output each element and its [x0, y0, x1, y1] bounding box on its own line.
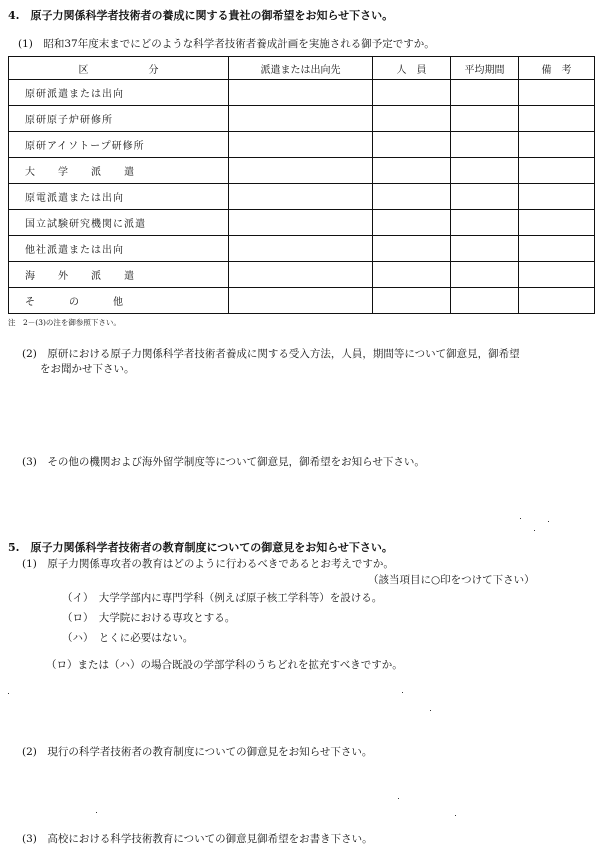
- blank-cell[interactable]: [229, 106, 373, 132]
- option-ro[interactable]: （ロ） 大学院における専攻とする。: [62, 612, 236, 624]
- blank-cell[interactable]: [519, 132, 595, 158]
- blank-cell[interactable]: [229, 288, 373, 314]
- blank-cell[interactable]: [519, 184, 595, 210]
- blank-cell[interactable]: [373, 106, 451, 132]
- option-i[interactable]: （イ） 大学学部内に専門学科（例えば原子核工学科等）を設ける。: [62, 592, 383, 604]
- section5-question1: (1) 原子力関係専攻者の教育はどのように行わるべきであるとお考えですか。: [22, 558, 394, 570]
- table-row: [9, 288, 595, 314]
- blank-cell[interactable]: [373, 158, 451, 184]
- row-label: 原研派遣または出向: [9, 80, 229, 106]
- blank-cell[interactable]: [373, 288, 451, 314]
- section5-question2: (2) 現行の科学者技術者の教育制度についての御意見をお知らせ下さい。: [22, 746, 373, 758]
- header-destination: 派遣または出向先: [229, 57, 373, 80]
- table-row: [9, 210, 595, 236]
- table-row: [9, 106, 595, 132]
- scan-speck: [430, 710, 431, 711]
- header-personnel: 人 員: [373, 57, 451, 80]
- blank-cell[interactable]: [373, 262, 451, 288]
- table-row: [9, 236, 595, 262]
- table-row: [9, 132, 595, 158]
- header-average-period: 平均期間: [451, 57, 519, 80]
- blank-cell[interactable]: [519, 158, 595, 184]
- table-header-row: [9, 57, 595, 80]
- blank-cell[interactable]: [451, 210, 519, 236]
- scan-speck: [398, 798, 399, 799]
- row-label: 原研原子炉研修所: [9, 106, 229, 132]
- section4-question2-continued: をお聞かせ下さい。: [40, 363, 135, 375]
- blank-cell[interactable]: [451, 80, 519, 106]
- row-label: 他社派遣または出向: [9, 236, 229, 262]
- row-label: 原電派遣または出向: [9, 184, 229, 210]
- section5-question1-followup: （ロ）または（ハ）の場合既設の学部学科のうちどれを拡充すべきですか。: [46, 659, 403, 671]
- scan-speck: [534, 530, 535, 531]
- blank-cell[interactable]: [451, 184, 519, 210]
- training-plan-table: [8, 56, 595, 314]
- blank-cell[interactable]: [373, 236, 451, 262]
- section5-question3: (3) 高校における科学技術教育についての御意見御希望をお書き下さい。: [22, 833, 373, 845]
- blank-cell[interactable]: [373, 184, 451, 210]
- blank-cell[interactable]: [451, 106, 519, 132]
- header-remarks: 備 考: [519, 57, 595, 80]
- scan-speck: [402, 692, 403, 693]
- scan-speck: [520, 518, 521, 519]
- blank-cell[interactable]: [229, 158, 373, 184]
- blank-cell[interactable]: [229, 210, 373, 236]
- section5-question1-instruction: （該当項目に○印をつけて下さい）: [368, 574, 535, 586]
- blank-cell[interactable]: [451, 158, 519, 184]
- scan-speck: [455, 815, 456, 816]
- scan-speck: [548, 521, 549, 522]
- blank-cell[interactable]: [519, 210, 595, 236]
- blank-cell[interactable]: [229, 262, 373, 288]
- blank-cell[interactable]: [229, 184, 373, 210]
- section4-title: 4. 原子力関係科学者技術者の養成に関する貴社の御希望をお知らせ下さい。: [8, 9, 394, 22]
- blank-cell[interactable]: [451, 262, 519, 288]
- header-category: 区 分: [9, 57, 229, 80]
- option-ha[interactable]: （ハ） とくに必要はない。: [62, 632, 194, 644]
- section4-question3: (3) その他の機関および海外留学制度等について御意見，御希望をお知らせ下さい。: [22, 456, 425, 468]
- blank-cell[interactable]: [229, 132, 373, 158]
- row-label: 原研アイソトープ研修所: [9, 132, 229, 158]
- blank-cell[interactable]: [229, 236, 373, 262]
- scan-speck: [96, 812, 97, 813]
- row-label: そ の 他: [9, 288, 229, 314]
- section4-question1: (1) 昭和37年度末までにどのような科学者技術者養成計画を実施される御予定ですか。: [18, 38, 435, 50]
- blank-cell[interactable]: [373, 132, 451, 158]
- section4-question2: (2) 原研における原子力関係科学者技術者養成に関する受入方法，人員，期間等について御意見，御希望: [22, 348, 520, 360]
- blank-cell[interactable]: [451, 132, 519, 158]
- blank-cell[interactable]: [519, 288, 595, 314]
- blank-cell[interactable]: [373, 80, 451, 106]
- table-row: [9, 262, 595, 288]
- table-row: [9, 184, 595, 210]
- row-label: 大 学 派 遣: [9, 158, 229, 184]
- blank-cell[interactable]: [229, 80, 373, 106]
- blank-cell[interactable]: [451, 236, 519, 262]
- blank-cell[interactable]: [451, 288, 519, 314]
- blank-cell[interactable]: [519, 80, 595, 106]
- row-label: 国立試験研究機関に派遣: [9, 210, 229, 236]
- blank-cell[interactable]: [519, 262, 595, 288]
- blank-cell[interactable]: [519, 236, 595, 262]
- scan-speck: [8, 693, 9, 694]
- blank-cell[interactable]: [519, 106, 595, 132]
- row-label: 海 外 派 遣: [9, 262, 229, 288]
- table-note: 注 2－(3)の注を御参照下さい。: [8, 318, 121, 327]
- table-row: [9, 80, 595, 106]
- section5-title: 5. 原子力関係科学者技術者の教育制度についての御意見をお知らせ下さい。: [8, 541, 393, 554]
- blank-cell[interactable]: [373, 210, 451, 236]
- table-row: [9, 158, 595, 184]
